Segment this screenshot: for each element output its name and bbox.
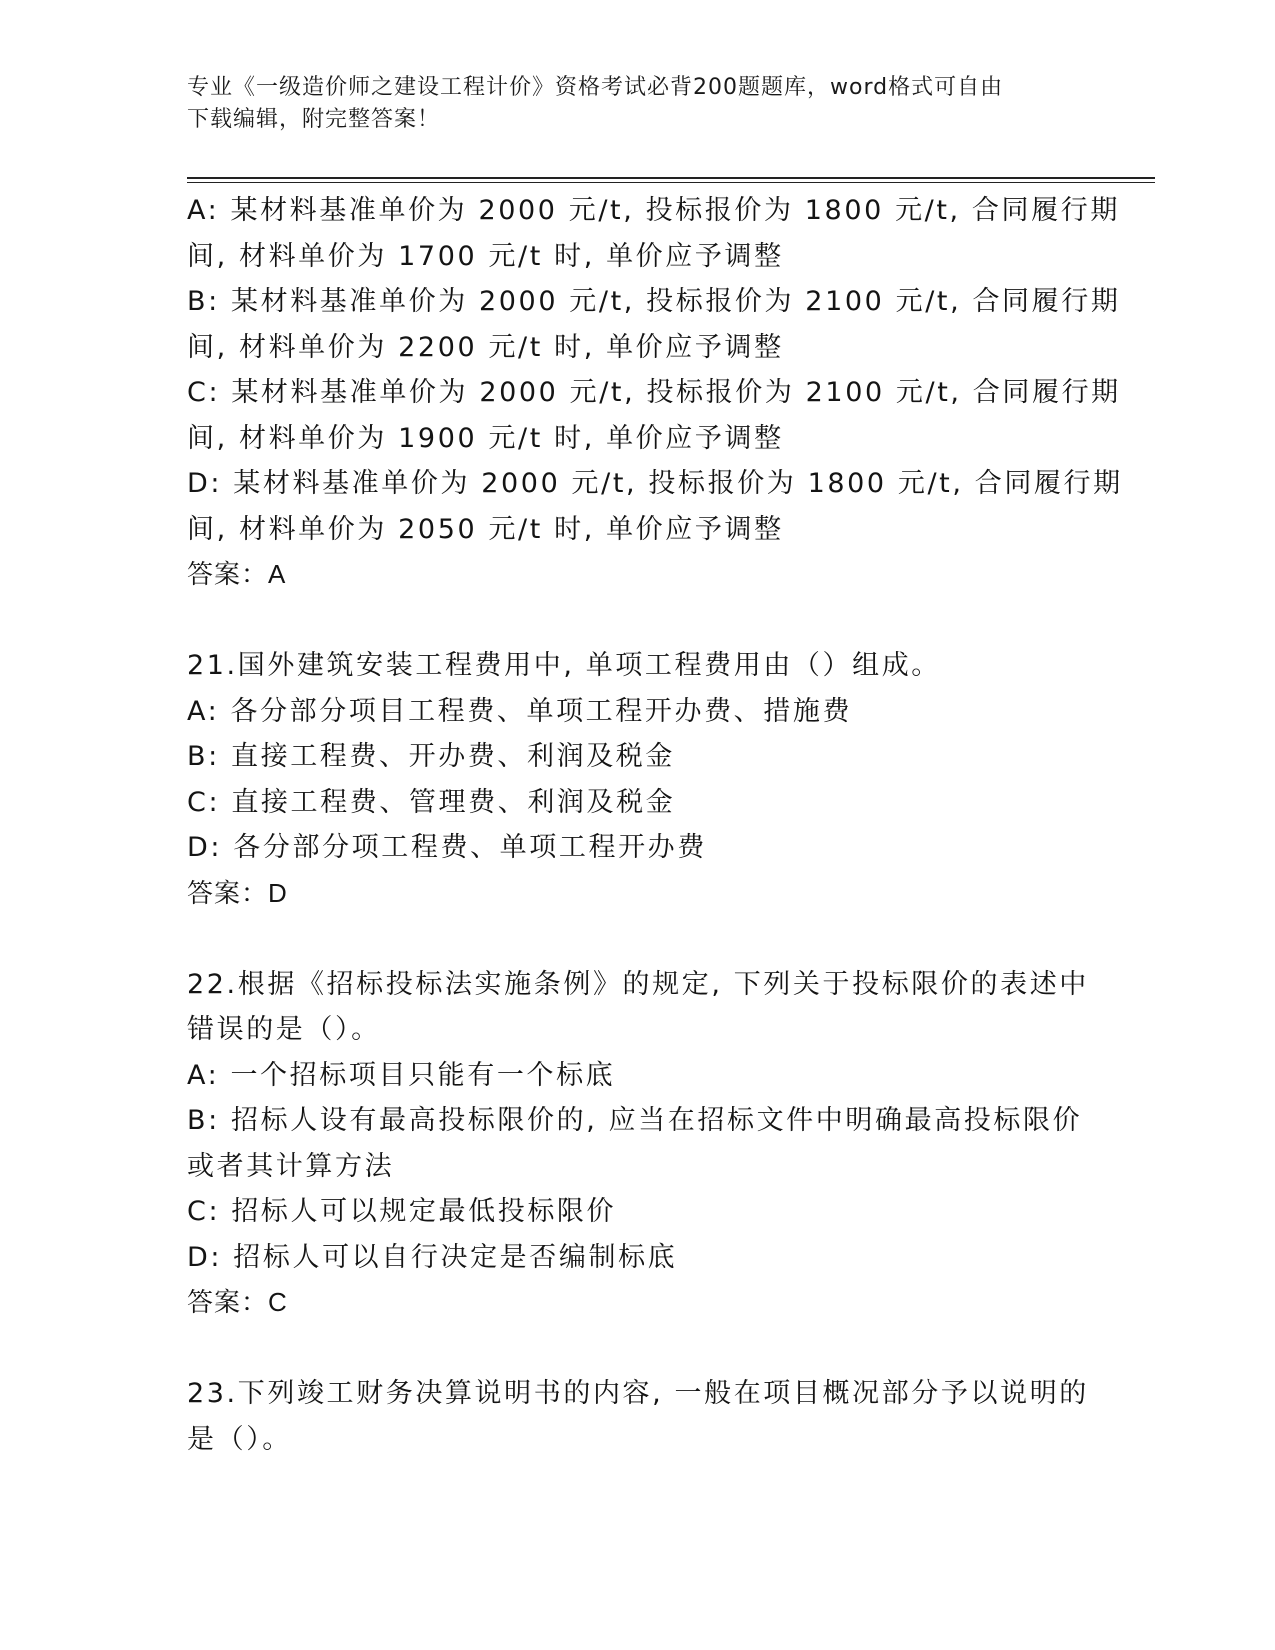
question-20: [187, 188, 1123, 598]
question-text-line-1: 23.下列竣工财务决算说明书的内容, 一般在项目概况部分予以说明的: [187, 1378, 1089, 1409]
header-rule-thick: [187, 177, 1155, 179]
option-c: C: 招标人可以规定最低投标限价: [187, 1196, 617, 1227]
spacer: [187, 598, 1087, 644]
option-a-line-2: 间, 材料单价为 1700 元/t 时, 单价应予调整: [187, 240, 784, 272]
option-b: B: 直接工程费、开办费、利润及税金: [187, 741, 676, 772]
header-rule-thin: [187, 182, 1155, 183]
option-d: D: 招标人可以自行决定是否编制标底: [187, 1241, 678, 1273]
option-d-line-1: D: 某材料基准单价为 2000 元/t, 投标报价为 1800 元/t, 合同履行期: [187, 468, 1123, 499]
option-b-line-2: 间, 材料单价为 2200 元/t 时, 单价应予调整: [187, 331, 784, 363]
option-d-line-2: 间, 材料单价为 2050 元/t 时, 单价应予调整: [187, 513, 784, 545]
option-a-line-1: A: 某材料基准单价为 2000 元/t, 投标报价为 1800 元/t, 合同履行期: [187, 195, 1120, 226]
question-21: [187, 643, 1087, 916]
document-header: 专业《一级造价师之建设工程计价》资格考试必背200题题库，word格式可自由 下载编辑，附完整答案！: [187, 75, 1004, 132]
question-text-line-2: 是（）。: [187, 1423, 292, 1455]
spacer: [187, 1326, 1087, 1372]
answer-20: 答案：A: [187, 559, 287, 589]
question-22: [187, 962, 1087, 1326]
option-a: A: 各分部分项目工程费、单项工程开办费、措施费: [187, 695, 853, 727]
question-text: 21.国外建筑安装工程费用中, 单项工程费用由（）组成。: [187, 650, 941, 681]
option-c: C: 直接工程费、管理费、利润及税金: [187, 786, 676, 818]
option-d: D: 各分部分项工程费、单项工程开办费: [187, 832, 707, 863]
question-text-line-1: 22.根据《招标投标法实施条例》的规定, 下列关于投标限价的表述中: [187, 968, 1089, 1000]
question-23: [187, 1371, 1087, 1462]
answer-22: 答案：C: [187, 1287, 288, 1317]
option-c-line-2: 间, 材料单价为 1900 元/t 时, 单价应予调整: [187, 422, 784, 454]
option-b-line-1: B: 招标人设有最高投标限价的, 应当在招标文件中明确最高投标限价: [187, 1105, 1083, 1136]
option-b-line-1: B: 某材料基准单价为 2000 元/t, 投标报价为 2100 元/t, 合同履行期: [187, 286, 1121, 317]
spacer: [187, 916, 1087, 962]
option-b-line-2: 或者其计算方法: [187, 1150, 395, 1182]
question-content: [187, 188, 1123, 1462]
answer-21: 答案：D: [187, 877, 288, 908]
option-a: A: 一个招标项目只能有一个标底: [187, 1059, 616, 1091]
question-text-line-2: 错误的是（）。: [187, 1014, 381, 1045]
option-c-line-1: C: 某材料基准单价为 2000 元/t, 投标报价为 2100 元/t, 合同履行期: [187, 377, 1121, 408]
